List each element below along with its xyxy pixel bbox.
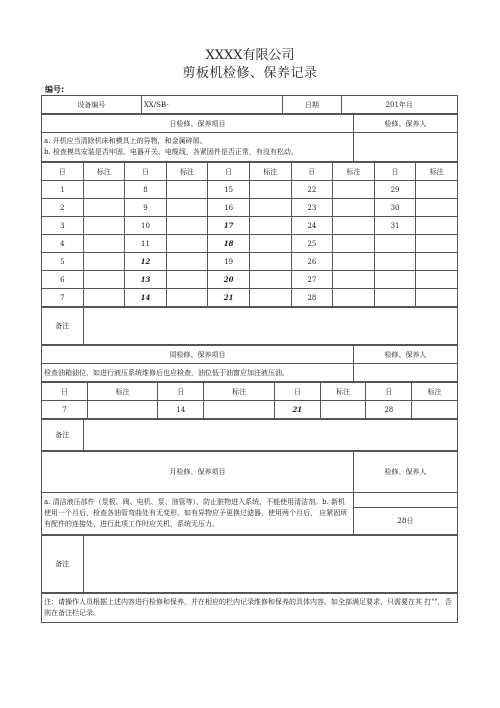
daily-section: [41, 114, 458, 162]
col-day: 日: [208, 163, 250, 181]
day-cell: 4: [42, 235, 84, 253]
day-cell: [374, 253, 416, 271]
day-cell: 9: [125, 199, 167, 217]
week-day-cell: 7: [42, 401, 88, 419]
weekly-remark: [41, 419, 458, 451]
note-cell[interactable]: [83, 199, 125, 217]
col-note: 标注: [83, 163, 125, 181]
note-cell[interactable]: [83, 235, 125, 253]
day-cell: 12: [125, 253, 167, 271]
note-cell[interactable]: [333, 235, 375, 253]
note-cell[interactable]: [416, 235, 458, 253]
note-cell[interactable]: [83, 181, 125, 199]
weekly-person-cell[interactable]: [354, 364, 458, 382]
col-note: 标注: [320, 383, 366, 401]
col-day: 日: [42, 383, 88, 401]
day-cell: 2: [42, 199, 84, 217]
weekly-section-title: 周检修、保养项目: [42, 346, 354, 364]
monthly-section: [41, 451, 458, 535]
weekly-remark-cell[interactable]: [83, 420, 457, 451]
col-note: 标注: [333, 163, 375, 181]
daily-grid-row: [42, 199, 458, 217]
note-cell[interactable]: [249, 217, 291, 235]
record-form: [41, 95, 458, 623]
note-cell[interactable]: [249, 253, 291, 271]
day-cell: 26: [291, 253, 333, 271]
daily-grid-row: [42, 181, 458, 199]
daily-items: [42, 133, 354, 162]
daily-person-cell[interactable]: [354, 133, 458, 162]
monthly-remark-label: 备注: [42, 536, 84, 593]
note-cell[interactable]: [166, 271, 208, 289]
note-cell[interactable]: [166, 235, 208, 253]
col-note: 标注: [249, 163, 291, 181]
day-cell: [374, 289, 416, 307]
monthly-item-line: a. 清洁液压部件（泵板、阀、电机、泵、油管等），防止脏物进入系统，不能使用清洁剂。b. 新机: [44, 498, 346, 506]
daily-grid-row: [42, 253, 458, 271]
day-cell: [374, 271, 416, 289]
note-cell[interactable]: [166, 253, 208, 271]
footer-note: 注：请操作人员根据上述内容进行检修和保养，并在相应的栏内记录维修和保养的具体内容。如全部满足要求，只需要在其 打""，否则在备注栏记录。: [42, 594, 458, 623]
daily-remark-label: 备注: [42, 308, 84, 345]
weekly-item: 检查油箱油位，如进行液压系统维修后也应检查，油位低于油窗应加注液压油。: [42, 364, 354, 382]
week-note-cell[interactable]: [204, 401, 275, 419]
col-day: 日: [366, 383, 412, 401]
note-cell[interactable]: [166, 199, 208, 217]
col-day: 日: [274, 383, 320, 401]
daily-remark: [41, 307, 458, 345]
page-title: 剪板机检修、保养记录: [182, 66, 318, 81]
date-label: 日期: [283, 96, 341, 114]
monthly-remark-cell[interactable]: [83, 536, 457, 593]
col-day: 日: [291, 163, 333, 181]
monthly-item-line: 有配件的连接处，进行此项工作时应关机，系统无压力。: [44, 520, 219, 528]
weekly-grid: [41, 382, 458, 419]
col-day: 日: [125, 163, 167, 181]
day-cell: 20: [208, 271, 250, 289]
day-cell: 8: [125, 181, 167, 199]
day-cell: 18: [208, 235, 250, 253]
device-no-value[interactable]: XX/SB-: [141, 96, 282, 114]
col-day: 日: [42, 163, 84, 181]
note-cell[interactable]: [249, 181, 291, 199]
note-cell[interactable]: [333, 181, 375, 199]
note-cell[interactable]: [83, 217, 125, 235]
device-no-label: 设备编号: [42, 96, 142, 114]
day-cell: 29: [374, 181, 416, 199]
monthly-person-input[interactable]: [354, 493, 457, 508]
note-cell[interactable]: [416, 217, 458, 235]
monthly-person-cell: [354, 493, 458, 535]
day-cell: 21: [208, 289, 250, 307]
daily-grid-row: [42, 271, 458, 289]
note-cell[interactable]: [249, 271, 291, 289]
footer-note-table: [41, 593, 458, 623]
day-cell: 28: [291, 289, 333, 307]
date-value[interactable]: 201年月: [341, 96, 458, 114]
col-note: 标注: [204, 383, 275, 401]
monthly-item-line: 使用一个月后，检查各油管弯曲处有无变形，如有异物应予更换过滤器，使用两个月后， 应紧固所: [44, 509, 348, 517]
note-cell[interactable]: [249, 289, 291, 307]
note-cell[interactable]: [333, 271, 375, 289]
day-cell: 5: [42, 253, 84, 271]
note-cell[interactable]: [166, 289, 208, 307]
weekly-person-label: 检修、保养人: [354, 346, 458, 364]
week-note-cell[interactable]: [87, 401, 158, 419]
col-note: 标注: [412, 383, 458, 401]
day-cell: 24: [291, 217, 333, 235]
col-note: 标注: [166, 163, 208, 181]
week-note-cell[interactable]: [320, 401, 366, 419]
day-cell: 16: [208, 199, 250, 217]
day-cell: 10: [125, 217, 167, 235]
note-cell[interactable]: [166, 217, 208, 235]
note-cell[interactable]: [166, 181, 208, 199]
note-cell[interactable]: [416, 181, 458, 199]
day-cell: 27: [291, 271, 333, 289]
note-cell[interactable]: [333, 199, 375, 217]
day-cell: 30: [374, 199, 416, 217]
week-day-cell: 28: [366, 401, 412, 419]
day-cell: 3: [42, 217, 84, 235]
monthly-items: [42, 493, 354, 535]
day-cell: 14: [125, 289, 167, 307]
day-cell: 15: [208, 181, 250, 199]
note-cell[interactable]: [416, 199, 458, 217]
note-cell[interactable]: [416, 253, 458, 271]
day-cell: 23: [291, 199, 333, 217]
day-cell: 13: [125, 271, 167, 289]
weekly-remark-label: 备注: [42, 420, 84, 451]
info-table: [41, 95, 458, 114]
daily-grid-row: [42, 217, 458, 235]
col-day: 日: [374, 163, 416, 181]
doc-number-label: 编号:: [45, 85, 65, 94]
note-cell[interactable]: [416, 289, 458, 307]
note-cell[interactable]: [333, 289, 375, 307]
daily-person-label: 检修、保养人: [354, 115, 458, 133]
weekly-grid-header: [42, 383, 458, 401]
day-cell: 25: [291, 235, 333, 253]
day-cell: 1: [42, 181, 84, 199]
weekly-grid-row: [42, 401, 458, 419]
note-cell[interactable]: [249, 199, 291, 217]
col-note: 标注: [416, 163, 458, 181]
day-cell: [374, 235, 416, 253]
note-cell[interactable]: [83, 289, 125, 307]
note-cell[interactable]: [83, 271, 125, 289]
day-cell: 17: [208, 217, 250, 235]
week-day-cell: 21: [274, 401, 320, 419]
note-cell[interactable]: [333, 217, 375, 235]
daily-remark-cell[interactable]: [83, 308, 457, 345]
note-cell[interactable]: [333, 253, 375, 271]
monthly-person-label: 检修、保养人: [354, 452, 458, 493]
company-name: XXXX有限公司: [205, 48, 295, 63]
day-cell: 31: [374, 217, 416, 235]
day-cell: 22: [291, 181, 333, 199]
daily-item-b: b. 检查模具安装是否牢固、电器开关、电缆线、各紧固件是否正常，有没有松动。: [44, 148, 298, 156]
monthly-section-title: 月检修、保养项目: [42, 452, 354, 493]
day-cell: 19: [208, 253, 250, 271]
daily-grid-row: [42, 235, 458, 253]
daily-grid-row: [42, 289, 458, 307]
monthly-day: 28日: [397, 517, 414, 525]
week-day-cell: 14: [158, 401, 204, 419]
note-cell[interactable]: [416, 271, 458, 289]
weekly-section: [41, 345, 458, 382]
day-cell: 11: [125, 235, 167, 253]
daily-item-a: a. 开机应当清除机床和模具上的异物，和金属碎屑。: [44, 137, 207, 145]
col-day: 日: [158, 383, 204, 401]
daily-section-title: 日检修、保养项目: [42, 115, 354, 133]
daily-grid-header: [42, 163, 458, 181]
col-note: 标注: [87, 383, 158, 401]
monthly-remark: [41, 535, 458, 593]
week-note-cell[interactable]: [412, 401, 458, 419]
day-cell: 7: [42, 289, 84, 307]
note-cell[interactable]: [83, 253, 125, 271]
note-cell[interactable]: [249, 235, 291, 253]
day-cell: 6: [42, 271, 84, 289]
daily-grid: [41, 162, 458, 307]
